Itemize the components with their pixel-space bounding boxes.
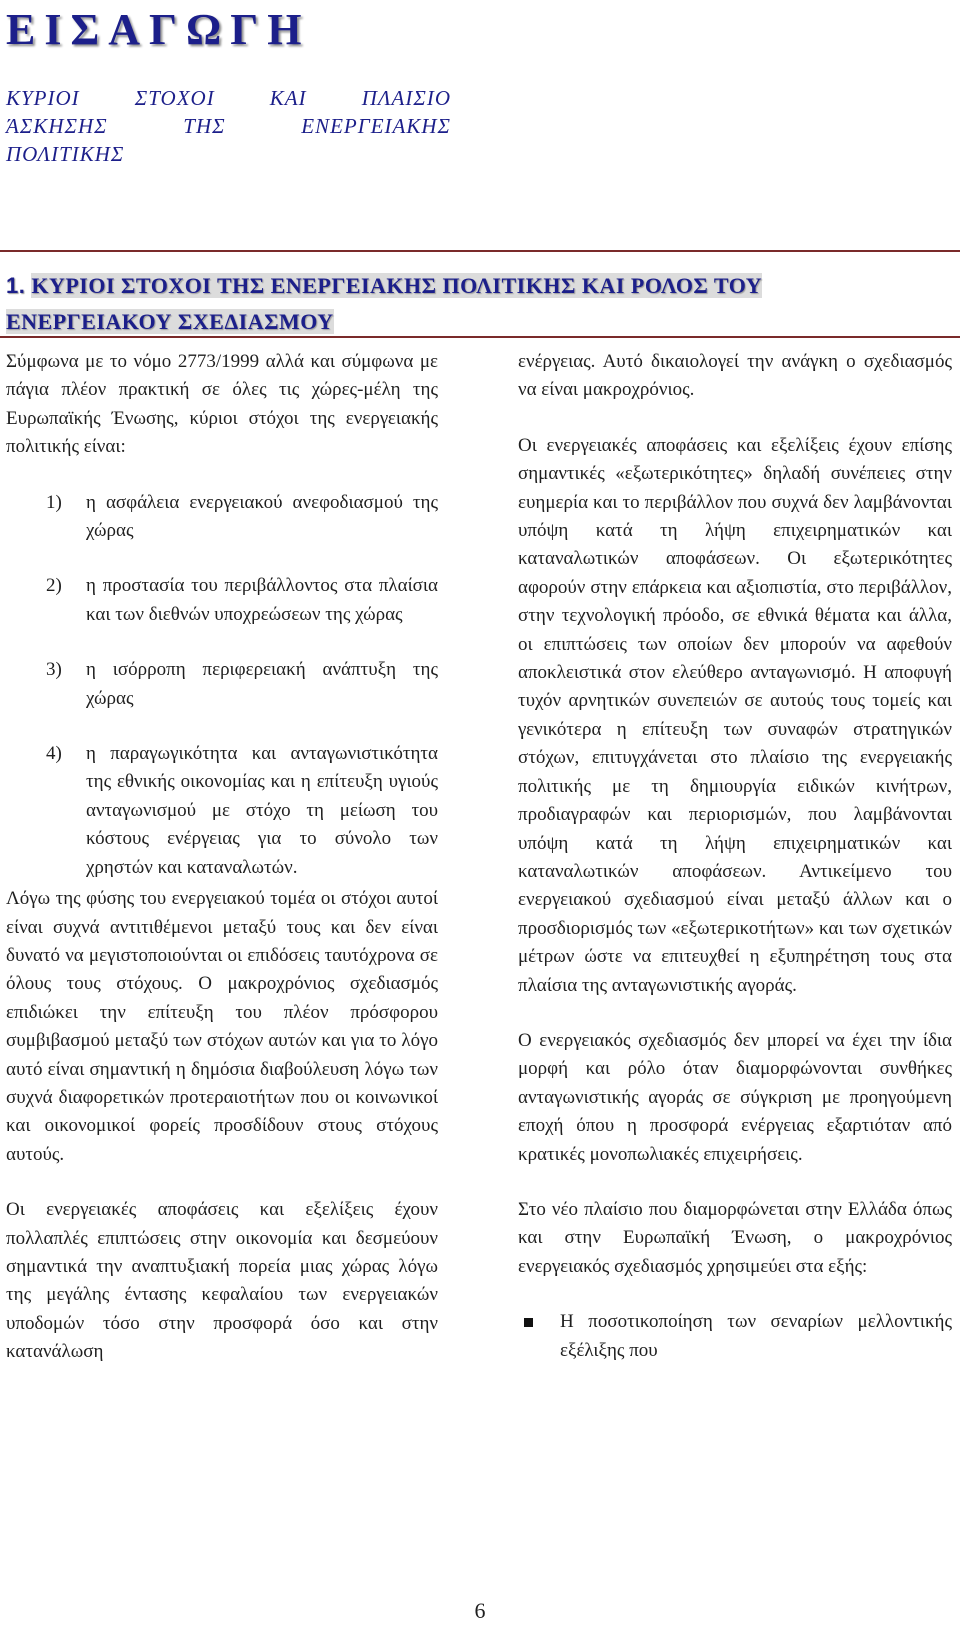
- goal-number: 4): [46, 743, 62, 765]
- goal-number: 2): [46, 575, 62, 597]
- top-divider: [0, 250, 960, 252]
- goal-text: η προστασία του περιβάλλοντος στα πλαίσια και των διεθνών υποχρεώσεων της χώρας: [86, 575, 438, 625]
- framework-paragraph: Στο νέο πλαίσιο που διαμορφώνεται στην Ελλάδα όπως και στην Ευρωπαϊκή Ένωση, ο μακροχρόνιος ενεργειακός σχεδιασμός χρησιμεύει στα εξής:: [518, 1198, 952, 1277]
- goal-text: η ασφάλεια ενεργειακού ανεφοδιασμού της χώρας: [86, 491, 438, 542]
- goal-item: [6, 572, 438, 629]
- list-item: [518, 1308, 952, 1365]
- page-heading: ΕΙΣΑΓΩΓΗ: [6, 5, 311, 54]
- goal-text: η ισόρροπη περιφερειακή ανάπτυξη της χώρας: [86, 659, 438, 709]
- goal-item: [6, 489, 438, 546]
- market-paragraph: Ο ενεργειακός σχεδιασμός δεν μπορεί να έχει την ίδια μορφή και ρόλο όταν διαμορφώνονται συνθήκες ανταγωνιστικής αγοράς σε σύγκριση με προηγούμενη εποχή όπου η προσφορά ενέργειας εξαρτιόταν από κρατικές μονοπωλιακές επιχειρήσεις.: [518, 1029, 952, 1165]
- list-item-text: Η ποσοτικοποίηση των σεναρίων μελλοντικής εξέλιξης που: [560, 1311, 952, 1361]
- section-divider: [0, 336, 960, 338]
- planning-paragraph: ενέργειας. Αυτό δικαιολογεί την ανάγκη ο σχεδιασμός να είναι μακροχρόνιος.: [518, 351, 952, 401]
- page-number: 6: [474, 1598, 486, 1623]
- intro-paragraph: Σύμφωνα με το νόμο 2773/1999 αλλά και σύμφωνα με πάγια πλέον πρακτική σε όλες τις χώρες-μέλη της Ευρωπαϊκής Ένωσης, κύριοι στόχοι της ενεργειακής πολιτικής είναι:: [6, 351, 438, 458]
- subtitle-line-3: ΠΟΛΙΤΙΚΗΣ: [6, 142, 125, 166]
- section-number: 1.: [6, 273, 26, 298]
- goal-number: 3): [46, 659, 62, 681]
- square-bullet-icon: [524, 1318, 533, 1327]
- goal-item: [6, 740, 438, 882]
- section-heading: [6, 268, 906, 340]
- section-title-line-1: ΚΥΡΙΟΙ ΣΤΟΧΟΙ ΤΗΣ ΕΝΕΡΓΕΙΑΚΗΣ ΠΟΛΙΤΙΚΗΣ ΚΑΙ ΡΟΛΟΣ ΤΟΥ: [31, 273, 763, 298]
- subtitle-line-2: ΆΣΚΗΣΗΣ ΤΗΣ ΕΝΕΡΓΕΙΑΚΗΣ: [6, 114, 451, 138]
- goal-item: [6, 656, 438, 713]
- externalities-paragraph: Οι ενεργειακές αποφάσεις και εξελίξεις έχουν επίσης σημαντικές «εξωτερικότητες» δηλαδή συνέπειες στην ευημερία και το περιβάλλον που συχνά δεν λαμβάνονται υπόψη κατά τη λήψη επιχειρηματικών και καταναλωτικών αποφάσεων. Οι εξωτερικότητες αφορούν στην επάρκεια και αξιοπιστία, στο περιβάλλον, στην τεχνολογική πρόοδο, σε εθνικά θέματα και άλλα, οι επιπτώσεις των οποίων δεν μπορούν να αφεθούν αποκλειστικά στον ελεύθερο ανταγωνισμό. Η αποφυγή τυχόν αρνητικών συνεπειών σε αυτούς τους τομείς και γενικότερα η επίτευξη των συναφών στρατηγικών στόχων, επιτυγχάνεται στο πλαίσιο της ενεργειακής πολιτικής με τη δημιουργία ειδικών κινήτρων, προδιαγραφών και περιορισμών, που λαμβάνονται υπόψη κατά τη λήψη επιχειρηματικών και καταναλωτικών αποφάσεων. Αντικείμενο του ενεργειακού σχεδιασμού είναι μεταξύ άλλων και ο προσδιορισμός των «εξωτερικοτήτων» και των σχετικών μέτρων ώστε να επιτευχθεί η εξυπηρέτηση τους στα πλαίσια της ανταγωνιστικής αγοράς.: [518, 434, 952, 996]
- uses-list: [518, 1308, 952, 1365]
- subtitle-line-1: ΚΥΡΙΟΙ ΣΤΟΧΟΙ ΚΑΙ ΠΛΑΙΣΙΟ: [6, 86, 451, 110]
- right-column: [518, 348, 952, 1365]
- goal-number: 1): [46, 491, 62, 513]
- tradeoff-paragraph: Λόγω της φύσης του ενεργειακού τομέα οι στόχοι αυτοί είναι συχνά αντιτιθέμενοι μεταξύ τους και δεν είναι δυνατό να μεγιστοποιούνται οι επιδόσεις ταυτόχρονα σε όλους τους στόχους. Ο μακροχρόνιος σχεδιασμός επιδιώκει την επίτευξη του πλέον πρόσφορου συμβιβασμού μεταξύ των στόχων αυτών και για το λόγο αυτό είναι σημαντική η δημόσια διαβούλευση λόγω των συχνά διαφορετικών προτεραιοτήτων που οι κοινωνικοί και οικονομικοί φορείς προσδίδουν στους στόχους αυτούς.: [6, 888, 438, 1165]
- impact-paragraph: Οι ενεργειακές αποφάσεις και εξελίξεις έχουν πολλαπλές επιπτώσεις στην οικονομία και δεσμεύουν σημαντικά την αναπτυξιακή πορεία μιας χώρας λόγω της μεγάλης έντασης κεφαλαίου των ενεργειακών υποδομών τόσο στην προσφορά όσο και στην κατανάλωση: [6, 1199, 438, 1363]
- left-column: [6, 348, 438, 1394]
- goals-list: [6, 489, 438, 882]
- section-title-line-2: ΕΝΕΡΓΕΙΑΚΟΥ ΣΧΕΔΙΑΣΜΟΥ: [6, 309, 334, 334]
- goal-text: η παραγωγικότητα και ανταγωνιστικότητα της εθνικής οικονομίας και η επίτευξη υγιούς ανταγωνισμού με στόχο τη μείωση του κόστους ενέργειας για το σύνολο των χρηστών και καταναλωτών.: [86, 743, 438, 878]
